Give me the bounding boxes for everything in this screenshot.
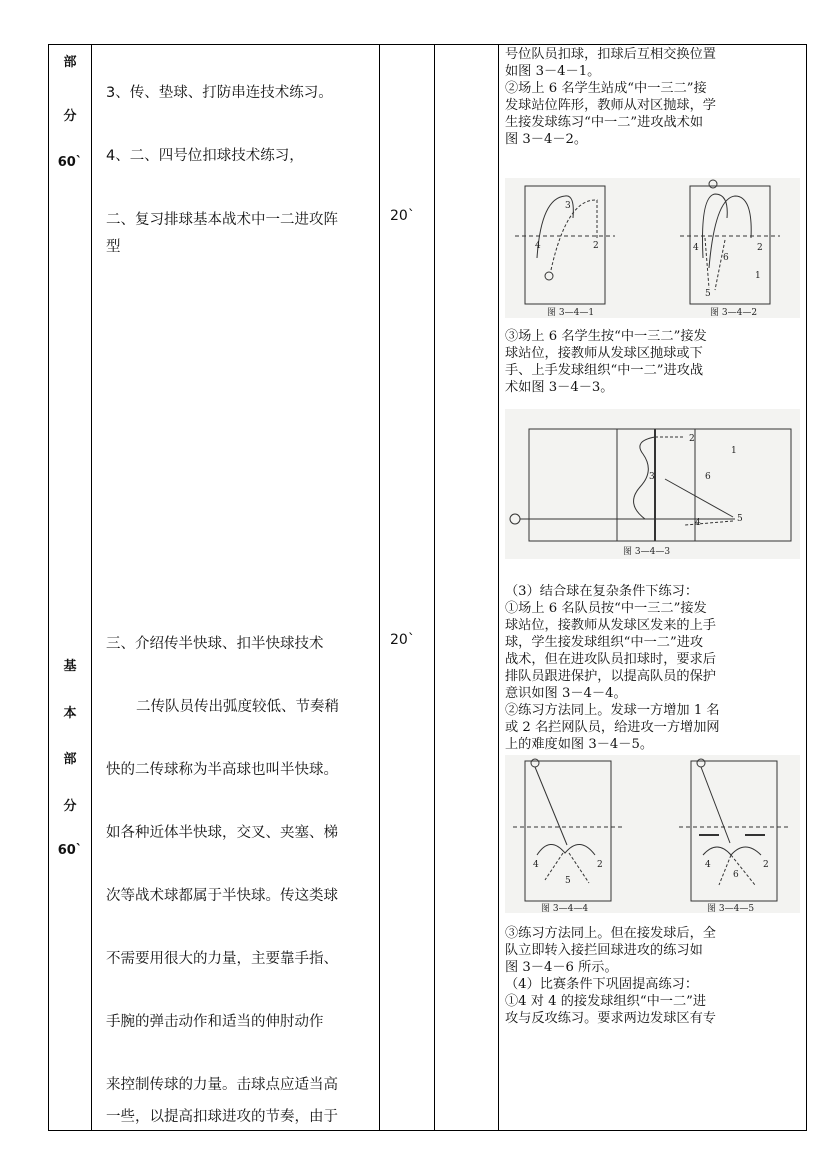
method-column [499, 45, 807, 1131]
section-label: 60` [57, 155, 83, 170]
svg-text:5: 5 [565, 876, 571, 886]
time-value: 20` [390, 208, 415, 224]
content-line: 来控制传球的力量。击球点应适当高 [106, 1077, 338, 1093]
svg-text:4: 4 [533, 860, 539, 870]
content-line: 一些，以提高扣球进攻的节奏，由于 [106, 1109, 338, 1125]
svg-text:4: 4 [695, 518, 701, 528]
svg-text:4: 4 [535, 241, 541, 251]
text-line: 球站位，接教师从发球区抛球或下 [505, 346, 703, 361]
text-line: ①4 对 4 的接发球组织“中一二”进 [505, 994, 707, 1009]
figure-3-4-3 [505, 409, 800, 559]
svg-text:6: 6 [733, 870, 739, 880]
text-line: 图 3－4－2。 [505, 132, 588, 147]
content-line: 3、传、垫球、打防串连技术练习。 [106, 85, 333, 101]
svg-text:6: 6 [723, 253, 729, 263]
content-line: 手腕的弹击动作和适当的伸肘动作 [106, 1014, 324, 1030]
section-label: 分 [63, 109, 77, 124]
text-line: 如图 3－4－1。 [505, 64, 601, 79]
text-line: 术如图 3－4－3。 [505, 380, 614, 395]
figure-caption: 图 3—4—2 [710, 308, 758, 318]
content-line: 4、二、四号位扣球技术练习， [106, 148, 304, 164]
section-label: 部 [63, 55, 77, 70]
figure-caption: 图 3—4—5 [707, 904, 755, 913]
text-line: 发球站位阵形，教师从对区抛球，学 [505, 98, 716, 113]
svg-text:3: 3 [565, 201, 571, 211]
text-line: ③场上 6 名学生按“中一三二”接发 [505, 329, 707, 344]
text-line: 球站位，接教师从发球区发来的上手 [505, 618, 716, 633]
text-line: 号位队员扣球，扣球后互相交换位置 [505, 47, 716, 62]
content-line: 次等战术球都属于半快球。传这类球 [106, 888, 338, 904]
text-line: ③练习方法同上。但在接发球后，全 [505, 926, 716, 941]
text-line: ①场上 6 名队员按“中一三二”接发 [505, 601, 707, 616]
method-text-block [505, 583, 801, 753]
svg-text:6: 6 [705, 472, 711, 482]
content-line: 三、介绍传半快球、扣半快球技术 [106, 636, 324, 652]
content-column [92, 45, 380, 1131]
svg-text:1: 1 [731, 446, 737, 456]
section-label: 本 [63, 706, 77, 721]
svg-text:2: 2 [593, 241, 599, 251]
content-line: 如各种近体半快球，交叉、夹塞、梯 [106, 825, 338, 841]
text-line: ②场上 6 名学生站成“中一三二”接 [505, 81, 707, 96]
text-line: （3）结合球在复杂条件下练习： [505, 584, 699, 599]
text-line: （4）比赛条件下巩固提高练习： [505, 977, 699, 992]
svg-text:2: 2 [597, 860, 603, 870]
figure-3-4-4-and-5 [505, 755, 800, 913]
time-value: 20` [390, 632, 415, 648]
content-line: 二传队员传出弧度较低、节奏稍 [136, 699, 339, 715]
svg-text:1: 1 [755, 271, 761, 281]
figure-caption: 图 3—4—4 [541, 904, 589, 913]
text-line: 球，学生接发球组织“中一二”进攻 [505, 635, 704, 650]
text-line: 攻与反攻练习。要求两边发球区有专 [505, 1011, 716, 1026]
text-line: 或 2 名拦网队员，给进攻一方增加网 [505, 720, 720, 735]
text-line: 上的难度如图 3－4－5。 [505, 737, 654, 752]
text-line: 战术，但在进攻队员扣球时，要求后 [505, 652, 716, 667]
method-text-block [505, 46, 801, 148]
svg-text:2: 2 [689, 434, 695, 444]
method-text-block [505, 328, 801, 396]
section-label: 分 [63, 799, 77, 814]
section-column [49, 45, 92, 1131]
svg-text:4: 4 [705, 860, 711, 870]
content-line: 不需要用很大的力量，主要靠手指、 [106, 951, 338, 967]
svg-text:2: 2 [763, 860, 769, 870]
time-column [380, 45, 435, 1131]
svg-text:5: 5 [705, 289, 711, 299]
figure-caption: 图 3—4—1 [547, 308, 595, 318]
content-line: 快的二传球称为半高球也叫半快球。 [106, 762, 338, 778]
text-line: ②练习方法同上。发球一方增加 1 名 [505, 703, 720, 718]
content-line: 二、复习排球基本战术中一二进攻阵 [106, 212, 338, 228]
svg-text:4: 4 [693, 243, 699, 253]
lesson-plan-table [48, 44, 807, 1131]
text-line: 生接发球练习“中一二”进攻战术如 [505, 115, 704, 130]
section-label: 基 [63, 659, 77, 674]
figure-3-4-1-and-2 [505, 178, 800, 318]
svg-text:5: 5 [737, 514, 743, 524]
text-line: 队立即转入接拦回球进攻的练习如 [505, 943, 703, 958]
section-label: 部 [63, 752, 77, 767]
method-text-block [505, 925, 801, 1027]
figure-caption: 图 3—4—3 [623, 547, 671, 557]
content-line: 型 [106, 239, 121, 255]
svg-text:3: 3 [649, 472, 655, 482]
empty-column [435, 45, 499, 1131]
text-line: 手、上手发球组织“中一二”进攻战 [505, 363, 704, 378]
svg-text:2: 2 [757, 243, 763, 253]
text-line: 意识如图 3－4－4。 [505, 686, 627, 701]
section-label: 60` [57, 843, 83, 858]
text-line: 排队员跟进保护，以提高队员的保护 [505, 669, 716, 684]
text-line: 图 3－4－6 所示。 [505, 960, 618, 975]
